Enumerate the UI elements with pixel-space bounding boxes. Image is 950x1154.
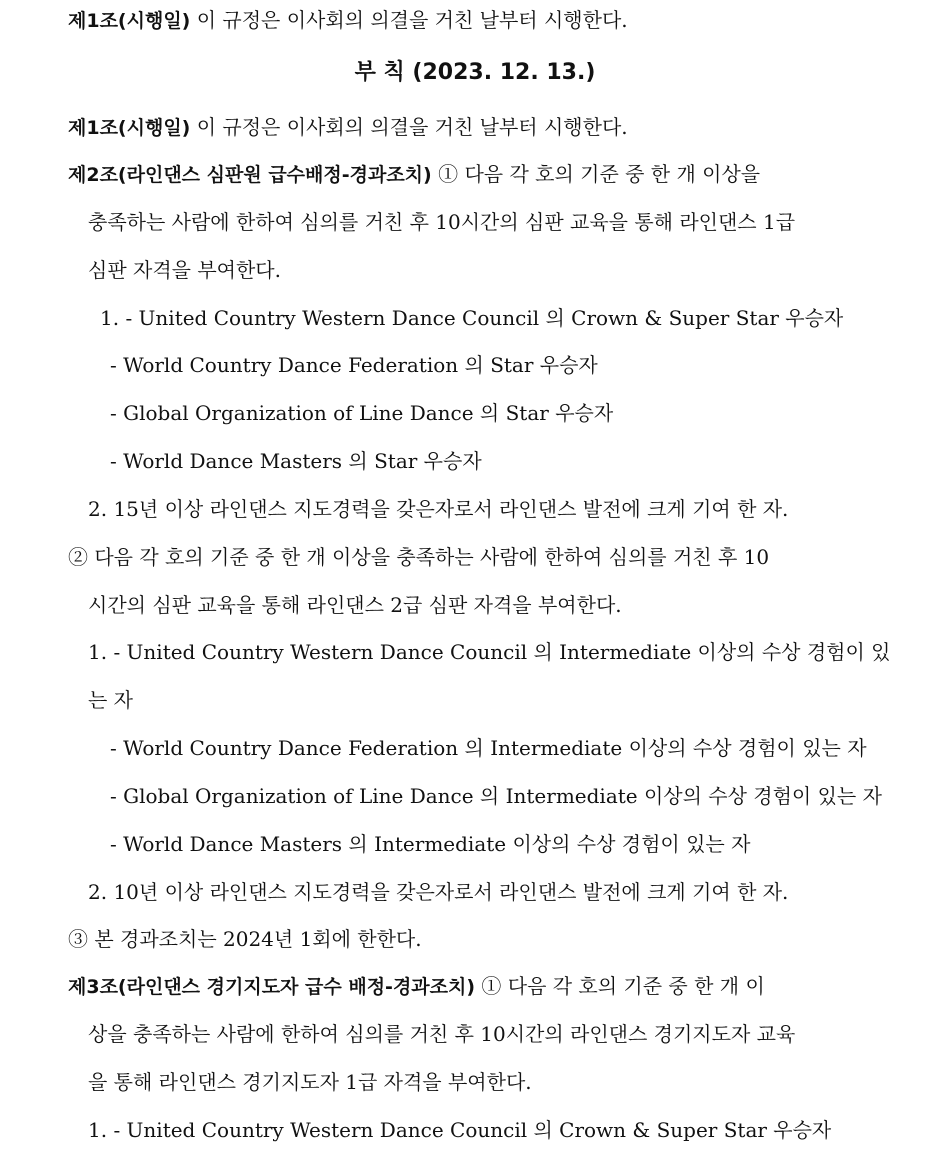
article-2-para1-line3: 심판 자격을 부여한다. [88,258,281,282]
article-2-heading-line [68,160,760,189]
list-item: - World Country Dance Federation 의 Intermediate 이상의 수상 경험이 있는 자 [110,736,867,760]
article-heading: 제2조(라인댄스 심판원 급수배정-경과조치) [68,164,432,186]
list-item: 1. - United Country Western Dance Council 의 Crown & Super Star 우승자 [88,1118,832,1142]
article-2-para2-line2: 시간의 심판 교육을 통해 라인댄스 2급 심판 자격을 부여한다. [88,593,622,617]
supplementary-provisions-title: 부 칙 (2023. 12. 13.) [354,60,596,85]
article-text: ① 다음 각 호의 기준 중 한 개 이상을 [431,162,761,186]
article-text: 이 규정은 이사회의 의결을 거친 날부터 시행한다. [190,8,628,32]
article-heading: 제3조(라인댄스 경기지도자 급수 배정-경과조치) [68,976,476,998]
article-2-para2-line1: ② 다음 각 호의 기준 중 한 개 이상을 충족하는 사람에 한하여 심의를 거친 후 10 [68,545,770,569]
article-heading: 제1조(시행일) [68,10,191,32]
list-item: 2. 10년 이상 라인댄스 지도경력을 갖은자로서 라인댄스 발전에 크게 기여 한 자. [88,880,789,904]
article-3-heading-line [68,972,765,1001]
list-item: - World Dance Masters 의 Intermediate 이상의 수상 경험이 있는 자 [110,832,751,856]
list-item: 1. - United Country Western Dance Council 의 Crown & Super Star 우승자 [100,306,844,330]
article-1-effective [68,113,628,142]
article-3-para1-line3: 을 통해 라인댄스 경기지도자 1급 자격을 부여한다. [88,1070,532,1094]
article-text: ① 다음 각 호의 기준 중 한 개 이 [475,974,765,998]
article-2-para1-line2: 충족하는 사람에 한하여 심의를 거친 후 10시간의 심판 교육을 통해 라인댄스 1급 [88,210,796,234]
article-1-effective-prev [68,6,628,35]
list-item: - World Country Dance Federation 의 Star 우승자 [110,353,598,377]
article-3-para1-line2: 상을 충족하는 사람에 한하여 심의를 거친 후 10시간의 라인댄스 경기지도자 교육 [88,1022,796,1046]
list-item: 1. - United Country Western Dance Council 의 Intermediate 이상의 수상 경험이 있 [88,640,891,664]
list-item: - Global Organization of Line Dance 의 Intermediate 이상의 수상 경험이 있는 자 [110,784,882,808]
list-item: 2. 15년 이상 라인댄스 지도경력을 갖은자로서 라인댄스 발전에 크게 기여 한 자. [88,497,789,521]
article-heading: 제1조(시행일) [68,117,191,139]
article-text: 이 규정은 이사회의 의결을 거친 날부터 시행한다. [190,115,628,139]
list-item: 는 자 [88,688,133,712]
article-2-para3: ③ 본 경과조치는 2024년 1회에 한한다. [68,927,422,951]
list-item: - Global Organization of Line Dance 의 Star 우승자 [110,401,614,425]
list-item: - World Dance Masters 의 Star 우승자 [110,449,482,473]
